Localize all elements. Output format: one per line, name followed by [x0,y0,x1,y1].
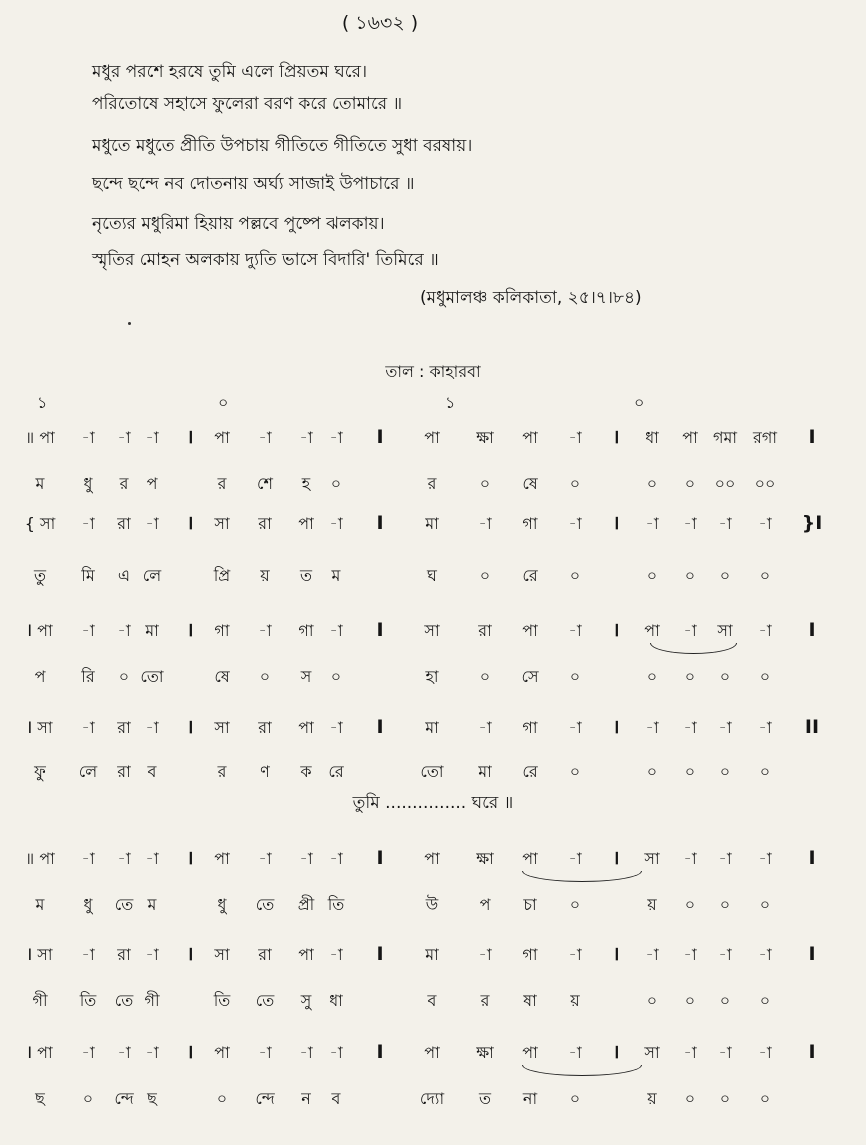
beat-mark: ১ [37,393,48,412]
lyric-syllable: ০ [719,1089,731,1108]
lyric-syllable: ষা [523,991,537,1010]
swara-note: -া [81,621,95,640]
swara-note: -া [645,514,659,533]
lyric-syllable: ম [35,474,45,493]
lyric-syllable: তে [255,895,275,914]
swara-note: -া [329,718,343,737]
swara-note: সা [717,621,733,640]
swara-note: পা [298,945,314,964]
swara-note: -া [718,849,732,868]
bar-line: I [808,426,816,448]
lyric-syllable: র [217,474,227,493]
lyric-syllable: তি [79,991,97,1010]
lyric-line-3: মধুতে মধুতে প্রীতি উপচায় গীতিতে গীতিতে সুধা বরষায়। [92,136,473,156]
lyric-line-4: ছন্দে ছন্দে নব দোতনায় অর্ঘ্য সাজাই উপাচারে ॥ [92,174,415,194]
swara-note: -া [683,1043,697,1062]
lyric-syllable: তি [213,991,231,1010]
lyric-syllable: ০ [646,762,658,781]
swara-note: -া [329,1043,343,1062]
swara-note: -া [718,1043,732,1062]
lyric-syllable: ন্দে [255,1089,275,1108]
swara-note: পা [644,621,660,640]
bar-line: । [612,716,620,738]
bar-line: I [376,1041,384,1063]
lyric-syllable: ০ [719,991,731,1010]
swara-note: -া [758,718,772,737]
swara-note: -া [568,621,582,640]
swara-note: -া [258,1043,272,1062]
swara-note: রগা [753,428,777,447]
swara-note: -া [718,514,732,533]
lyric-syllable: ণ [260,762,270,781]
beat-mark: ০ [634,393,645,412]
lyric-syllable: ব [147,762,157,781]
lyric-syllable: উ [425,895,439,914]
swara-note: -া [329,428,343,447]
swara-note: -া [683,945,697,964]
swara-note: গা [298,621,314,640]
bar-line: । [612,619,620,641]
ink-speck [128,322,131,325]
swara-note: -া [478,514,492,533]
lyric-syllable: ক [300,762,312,781]
swara-note: পা [214,849,230,868]
swara-note: পা [682,428,698,447]
swara-note: সা [644,1043,660,1062]
lyric-syllable: তে [114,991,134,1010]
swara-note: ক্ষা [476,428,494,447]
swara-note: সা [644,849,660,868]
bar-line: । [612,1041,620,1063]
swara-note: -া [145,1043,159,1062]
lyric-syllable: য় [647,895,657,914]
bar-line: । [186,943,194,965]
swara-note: -া [299,428,313,447]
lyric-syllable: ০ [569,762,581,781]
swara-note: { সা [24,514,56,533]
swara-note: সা [214,514,230,533]
song-number: ( ১৬৩২ ) [341,12,419,34]
bar-line: I [808,619,816,641]
lyric-syllable: ০ [759,762,771,781]
lyric-syllable: লে [142,566,162,585]
swara-note: গা [522,718,538,737]
lyric-syllable: ০ [259,667,271,686]
lyric-syllable: য় [570,991,580,1010]
lyric-syllable: ০ [719,762,731,781]
lyric-syllable: য় [260,566,270,585]
tala-heading: তাল : কাহারবা [385,362,481,381]
swara-note: মা [425,514,439,533]
swara-note: -া [568,849,582,868]
slur-mark [522,1065,642,1076]
bar-line: । [186,847,194,869]
swara-note: সা [424,621,440,640]
bar-line: । [186,619,194,641]
swara-note: গা [522,945,538,964]
lyric-syllable: র [119,474,129,493]
swara-note: রা [117,514,131,533]
lyric-syllable: ০ [759,991,771,1010]
bar-line: । [612,943,620,965]
bar-line: । [186,1041,194,1063]
swara-note: গা [522,514,538,533]
lyric-syllable: ম [35,895,45,914]
lyric-syllable: সু [300,991,312,1010]
swara-note: -া [718,945,732,964]
lyric-line-1: মধুর পরশে হরষে তুমি এলে প্রিয়তম ঘরে। [92,62,368,82]
lyric-syllable: ০ [216,1089,228,1108]
lyric-syllable: ধা [329,991,343,1010]
lyric-syllable: ০ [719,566,731,585]
swara-note: -া [145,718,159,737]
lyric-syllable: ০ [118,667,130,686]
lyric-syllable: রা [117,762,131,781]
lyric-syllable: ব [427,991,437,1010]
swara-note: পা [214,1043,230,1062]
lyric-syllable: ০ [479,566,491,585]
swara-note: -া [145,428,159,447]
swara-note: -া [758,945,772,964]
lyric-syllable: প্রি [213,566,231,585]
swara-note: পা [424,849,440,868]
lyric-syllable: ০ [569,667,581,686]
lyric-syllable: ত [299,566,313,585]
lyric-syllable: ০ [569,895,581,914]
lyric-syllable: প [34,667,46,686]
swara-note: -া [568,718,582,737]
swara-note: পা [424,1043,440,1062]
lyric-syllable: হ [301,474,311,493]
swara-note: পা [214,428,230,447]
bar-line: । [186,426,194,448]
lyric-syllable: ০ [646,667,658,686]
swara-note: মা [145,621,159,640]
swara-note: গমা [712,428,738,447]
lyric-syllable: ত [478,1089,492,1108]
lyric-syllable: রে [328,762,344,781]
bar-line: I [808,1041,816,1063]
swara-note: পা [298,514,314,533]
swara-note: সা [214,718,230,737]
lyric-syllable: ০ [759,667,771,686]
beat-mark: ১ [445,393,456,412]
lyric-syllable: এ [117,566,131,585]
lyric-syllable: সে [521,667,539,686]
slur-mark [650,643,737,654]
bar-line: I [376,943,384,965]
refrain-line: তুমি ............... ঘরে ॥ [352,793,514,813]
lyric-line-2: পরিতোষে সহাসে ফুলেরা বরণ করে তোমারে ॥ [92,94,403,114]
composition-credit: (মধুমালঞ্চ কলিকাতা, ২৫।৭।৮৪) [420,288,642,308]
swara-note: I পা [27,621,53,640]
lyric-syllable: তু [33,566,47,585]
swara-note: -া [329,621,343,640]
lyric-syllable: রে [522,762,538,781]
lyric-syllable: মি [81,566,95,585]
lyric-syllable: ০ [684,566,696,585]
bar-line: I [808,847,816,869]
lyric-syllable: র [217,762,227,781]
lyric-syllable: ০ [646,566,658,585]
lyric-syllable: রি [81,667,95,686]
swara-note: পা [522,428,538,447]
lyric-syllable: ০ [759,566,771,585]
swara-note: রা [258,718,272,737]
lyric-syllable: স [300,667,312,686]
swara-note: -া [478,718,492,737]
swara-note: পা [424,428,440,447]
swara-note: -া [329,514,343,533]
lyric-syllable: চা [523,895,537,914]
lyric-syllable: য় [647,1089,657,1108]
lyric-syllable: গী [32,991,48,1010]
bar-line: I [376,512,384,534]
lyric-syllable: ০ [684,762,696,781]
lyric-syllable: ন্দে [114,1089,134,1108]
swara-note: -া [645,718,659,737]
bar-line: । [612,426,620,448]
lyric-syllable: ০ [646,474,658,493]
swara-note: পা [522,849,538,868]
swara-note: -া [329,945,343,964]
lyric-syllable: না [522,1089,538,1108]
lyric-syllable: ০ [759,1089,771,1108]
lyric-syllable: ০ [684,1089,696,1108]
lyric-syllable: ০ [684,667,696,686]
bar-line: I [376,716,384,738]
lyric-syllable: ০ [330,667,342,686]
swara-note: -া [299,849,313,868]
swara-note: -া [683,849,697,868]
swara-note: -া [329,849,343,868]
lyric-syllable: র [427,474,437,493]
swara-note: -া [645,945,659,964]
swara-note: -া [81,718,95,737]
bar-line: । [186,512,194,534]
lyric-syllable: ম [147,895,157,914]
swara-note: মা [425,945,439,964]
lyric-syllable: ০ [684,895,696,914]
swara-note: -া [683,621,697,640]
lyric-syllable: ম [331,566,341,585]
swara-note: -া [758,514,772,533]
lyric-syllable: ০ [569,1089,581,1108]
swara-note: রা [117,945,131,964]
bar-line: I [376,426,384,448]
lyric-syllable: ০ [684,991,696,1010]
swara-note: -া [258,849,272,868]
lyric-syllable: ফু [34,762,46,781]
lyric-syllable: তে [255,991,275,1010]
swara-note: -া [568,945,582,964]
lyric-syllable: প [479,895,491,914]
swara-note: -া [81,849,95,868]
lyric-syllable: ০ [719,667,731,686]
swara-note: -া [81,428,95,447]
swara-note: ধা [645,428,659,447]
swara-note: ॥ পা [25,428,55,447]
lyric-syllable: ষে [522,474,538,493]
lyric-syllable: প্রী [297,895,315,914]
lyric-syllable: হা [425,667,439,686]
swara-note: -া [568,514,582,533]
lyric-syllable: ষে [214,667,230,686]
swara-note: রা [258,945,272,964]
lyric-syllable: ব [331,1089,341,1108]
swara-note: -া [299,1043,313,1062]
swara-note: -া [683,718,697,737]
swara-note: -া [758,621,772,640]
lyric-line-5: নৃত্যের মধুরিমা হিয়ায় পল্লবে পুষ্পে ঝলকায়। [92,214,385,234]
lyric-syllable: ধু [217,895,227,914]
swara-note: -া [117,428,131,447]
lyric-syllable: ০ [479,474,491,493]
lyric-syllable: লে [78,762,98,781]
swara-note: -া [568,1043,582,1062]
lyric-syllable: ধু [83,474,93,493]
lyric-syllable: ০ [719,895,731,914]
lyric-syllable: ০ [82,1089,94,1108]
bar-line: । [186,716,194,738]
lyric-syllable: ন [301,1089,311,1108]
bar-line: II [804,716,820,738]
swara-note: ক্ষা [476,849,494,868]
bar-line: I [808,943,816,965]
lyric-syllable: তে [114,895,134,914]
lyric-syllable: ধু [83,895,93,914]
swara-note: -া [145,849,159,868]
swara-note: ॥ পা [25,849,55,868]
swara-note: -া [258,428,272,447]
swara-note: সা [214,945,230,964]
lyric-syllable: ঘ [427,566,437,585]
swara-note: -া [758,1043,772,1062]
bar-line: }I [801,512,823,534]
slur-mark [522,871,642,882]
lyric-syllable: ০ [759,895,771,914]
swara-note: -া [117,849,131,868]
lyric-syllable: গী [144,991,160,1010]
lyric-syllable: তি [327,895,345,914]
lyric-syllable: শে [257,474,273,493]
swara-note: -া [145,945,159,964]
swara-note: -া [568,428,582,447]
swara-note: মা [425,718,439,737]
swara-note: -া [478,945,492,964]
beat-mark: ০ [218,393,229,412]
swara-note: পা [522,1043,538,1062]
swara-note: রা [258,514,272,533]
lyric-syllable: ০ [646,991,658,1010]
lyric-line-6: স্মৃতির মোহন অলকায় দ্যুতি ভাসে বিদারি' তিমিরে ॥ [92,250,439,270]
swara-note: -া [81,945,95,964]
swara-note: ক্ষা [476,1043,494,1062]
lyric-syllable: ০ [479,667,491,686]
lyric-syllable: ০ [569,566,581,585]
lyric-syllable: ০ [569,474,581,493]
swara-note: রা [117,718,131,737]
bar-line: । [612,512,620,534]
bar-line: I [376,619,384,641]
lyric-syllable: মা [478,762,492,781]
swara-note: রা [478,621,492,640]
swara-note: -া [81,514,95,533]
swara-note: -া [145,514,159,533]
lyric-syllable: প [146,474,158,493]
swara-note: I সা [27,945,53,964]
swara-note: -া [117,1043,131,1062]
swara-note: -া [81,1043,95,1062]
swara-note: -া [758,849,772,868]
swara-note: পা [522,621,538,640]
swara-note: -া [117,621,131,640]
lyric-syllable: দ্যো [419,1089,445,1108]
lyric-syllable: র [480,991,490,1010]
swara-note: -া [718,718,732,737]
lyric-syllable: ০০ [754,474,776,493]
lyric-syllable: রে [522,566,538,585]
lyric-syllable: তো [420,762,444,781]
swara-note: -া [683,514,697,533]
swara-note: I সা [27,718,53,737]
lyric-syllable: ছ [147,1089,157,1108]
lyric-syllable: ০ [330,474,342,493]
bar-line: । [612,847,620,869]
bar-line: I [376,847,384,869]
swara-note: গা [214,621,230,640]
lyric-syllable: ০ [684,474,696,493]
lyric-syllable: তো [140,667,164,686]
lyric-syllable: ০০ [714,474,736,493]
swara-note: পা [298,718,314,737]
swara-note: -া [258,621,272,640]
lyric-syllable: ছ [35,1089,45,1108]
swara-note: I পা [27,1043,53,1062]
